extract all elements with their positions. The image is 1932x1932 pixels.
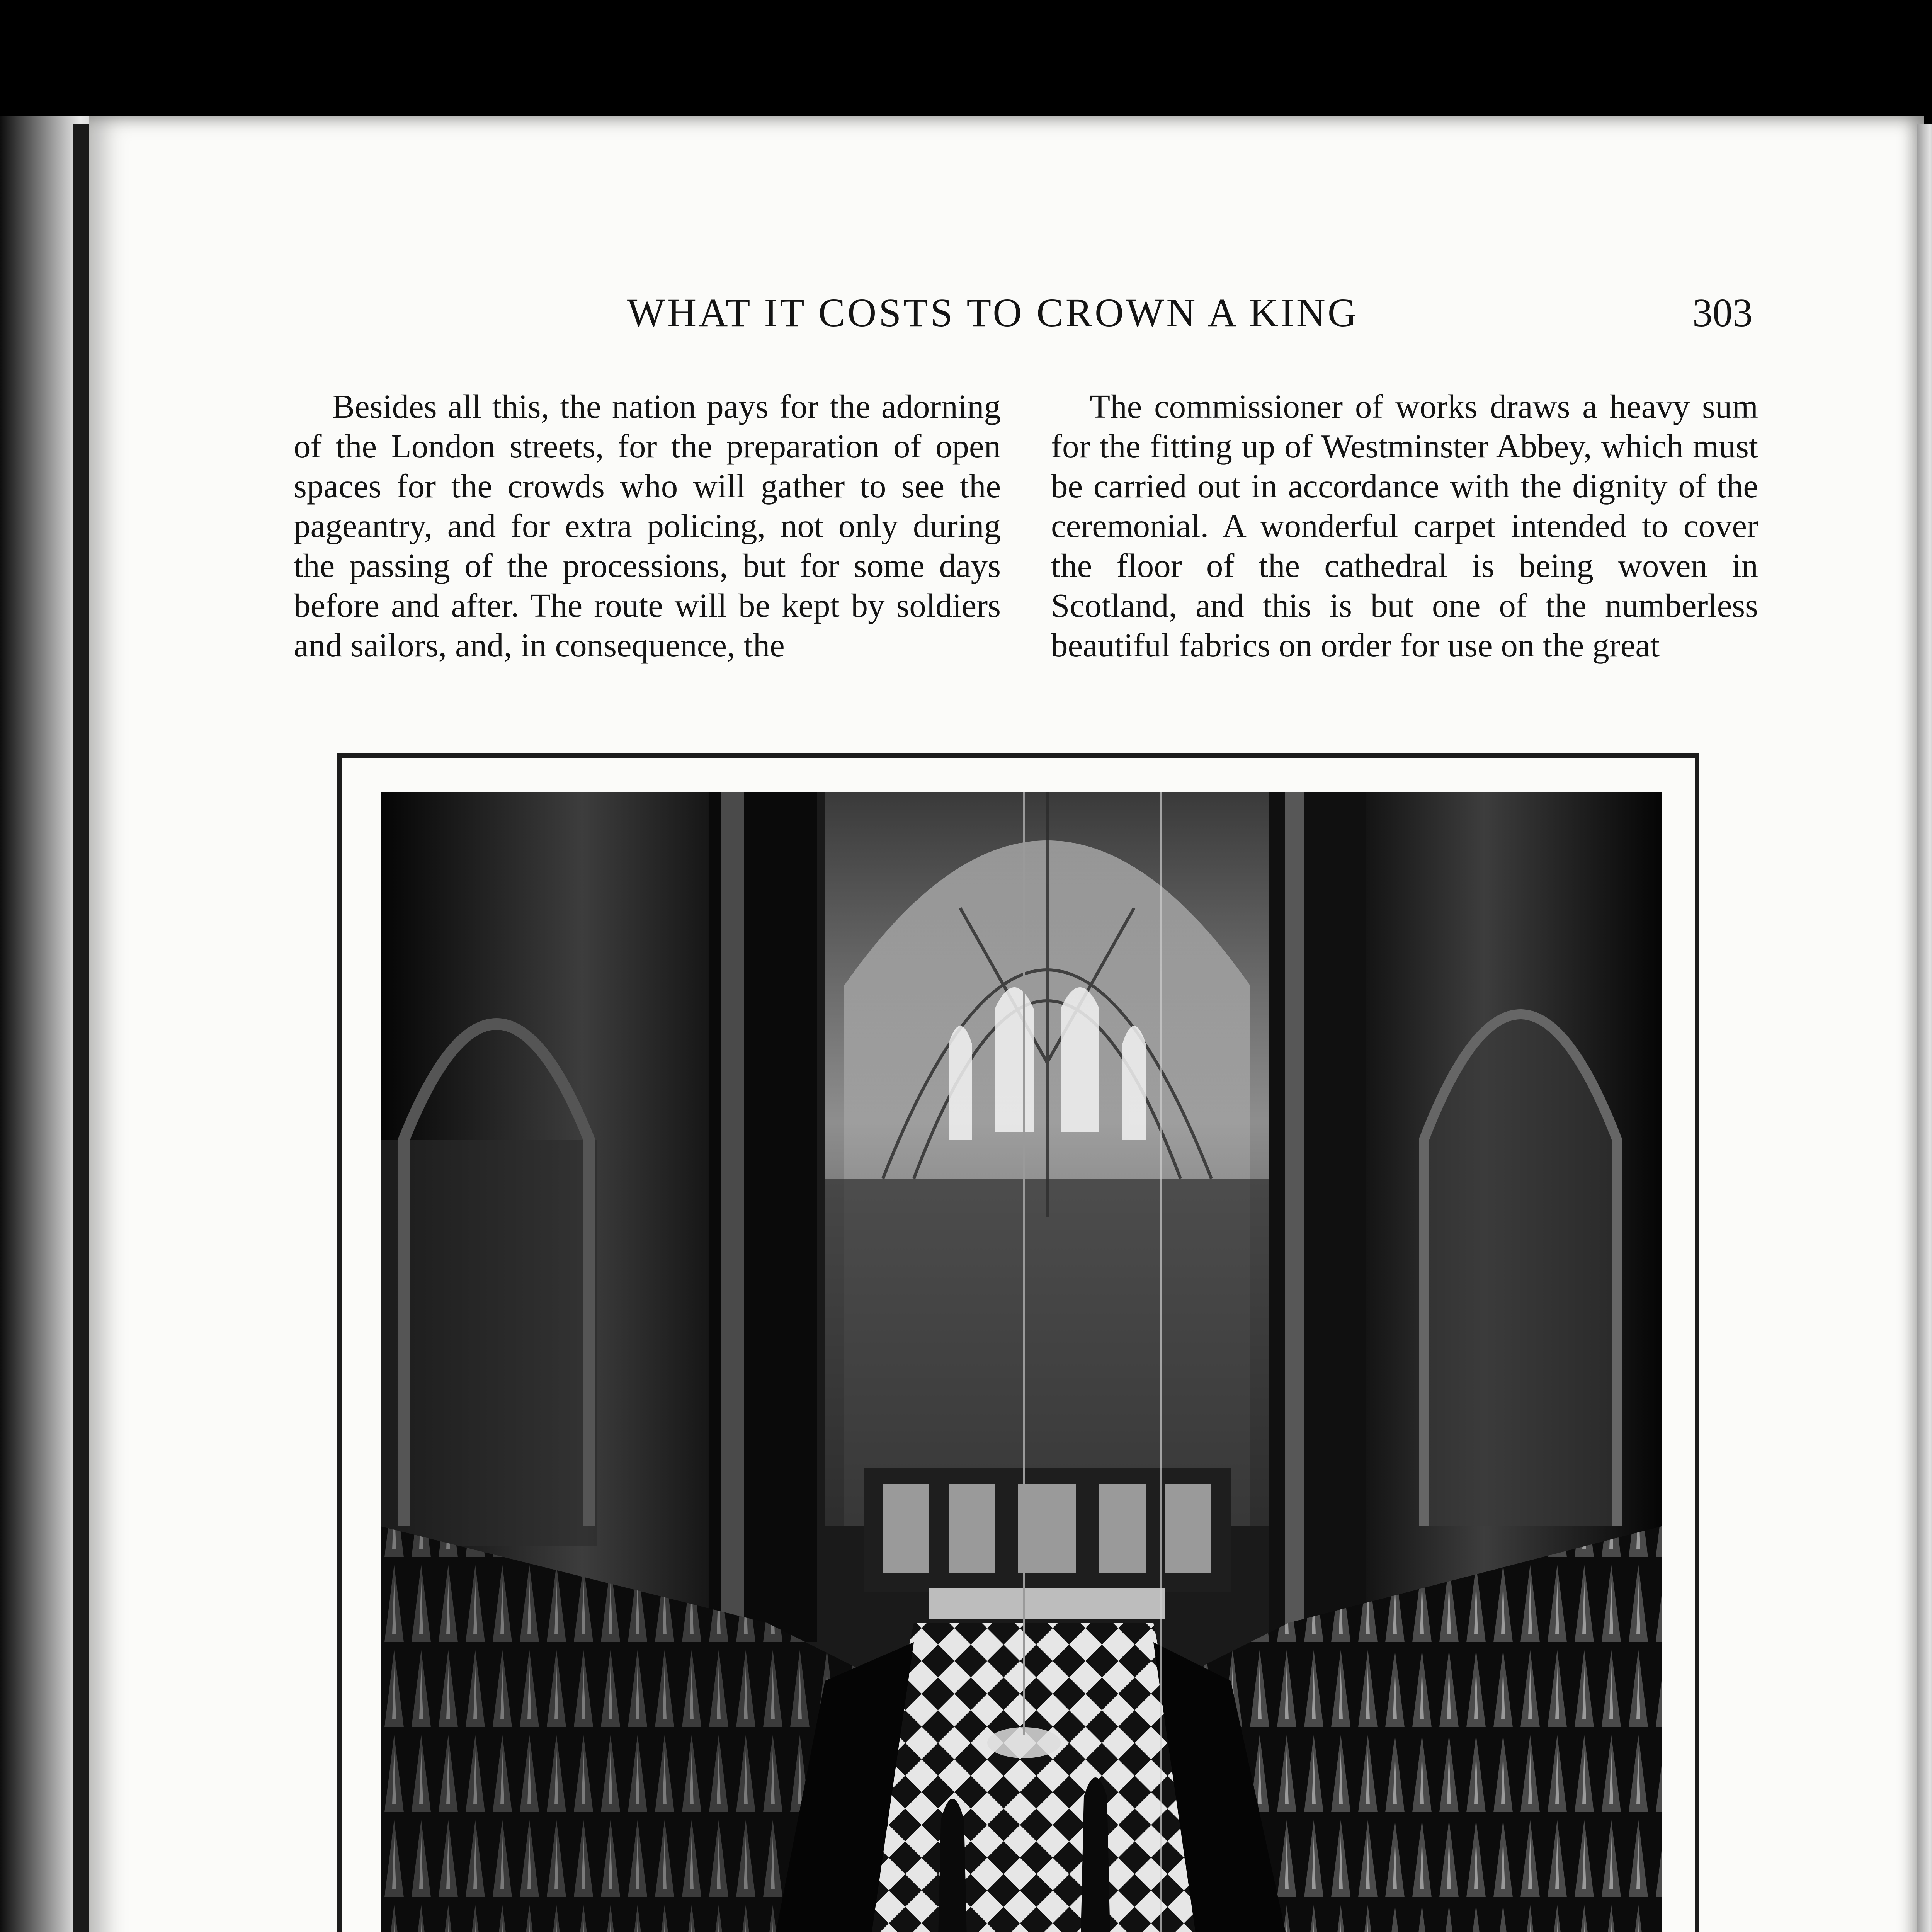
westminster-abbey-photo [381,792,1662,1932]
page-stack-edge [1917,124,1932,1932]
book-gutter [73,124,89,1932]
paragraph: The commissioner of works draws a heavy sum for the fitting up of Westminster Abbey, which must be carried out in accordance with the dignity of the ceremonial. A wonderful carpet intended to cover the floor of the cathedral is being woven in Scotland, and this is but one of the numberless beautiful fabrics on order for use on the great [1051,388,1758,664]
page-number: 303 [1692,291,1753,335]
paragraph: Besides all this, the nation pays for the adorning of the London streets, for the preparation of open spaces for the crowds who will gather to see the pageantry, and for extra policing, not only during the passing of the processions, but for some days before and after. The route will be kept by soldiers and sailors, and, in consequence, the [294,388,1001,664]
running-head: WHAT IT COSTS TO CROWN A KING [627,291,1359,335]
column-top-left [294,386,1001,665]
column-top-right [1051,386,1758,665]
